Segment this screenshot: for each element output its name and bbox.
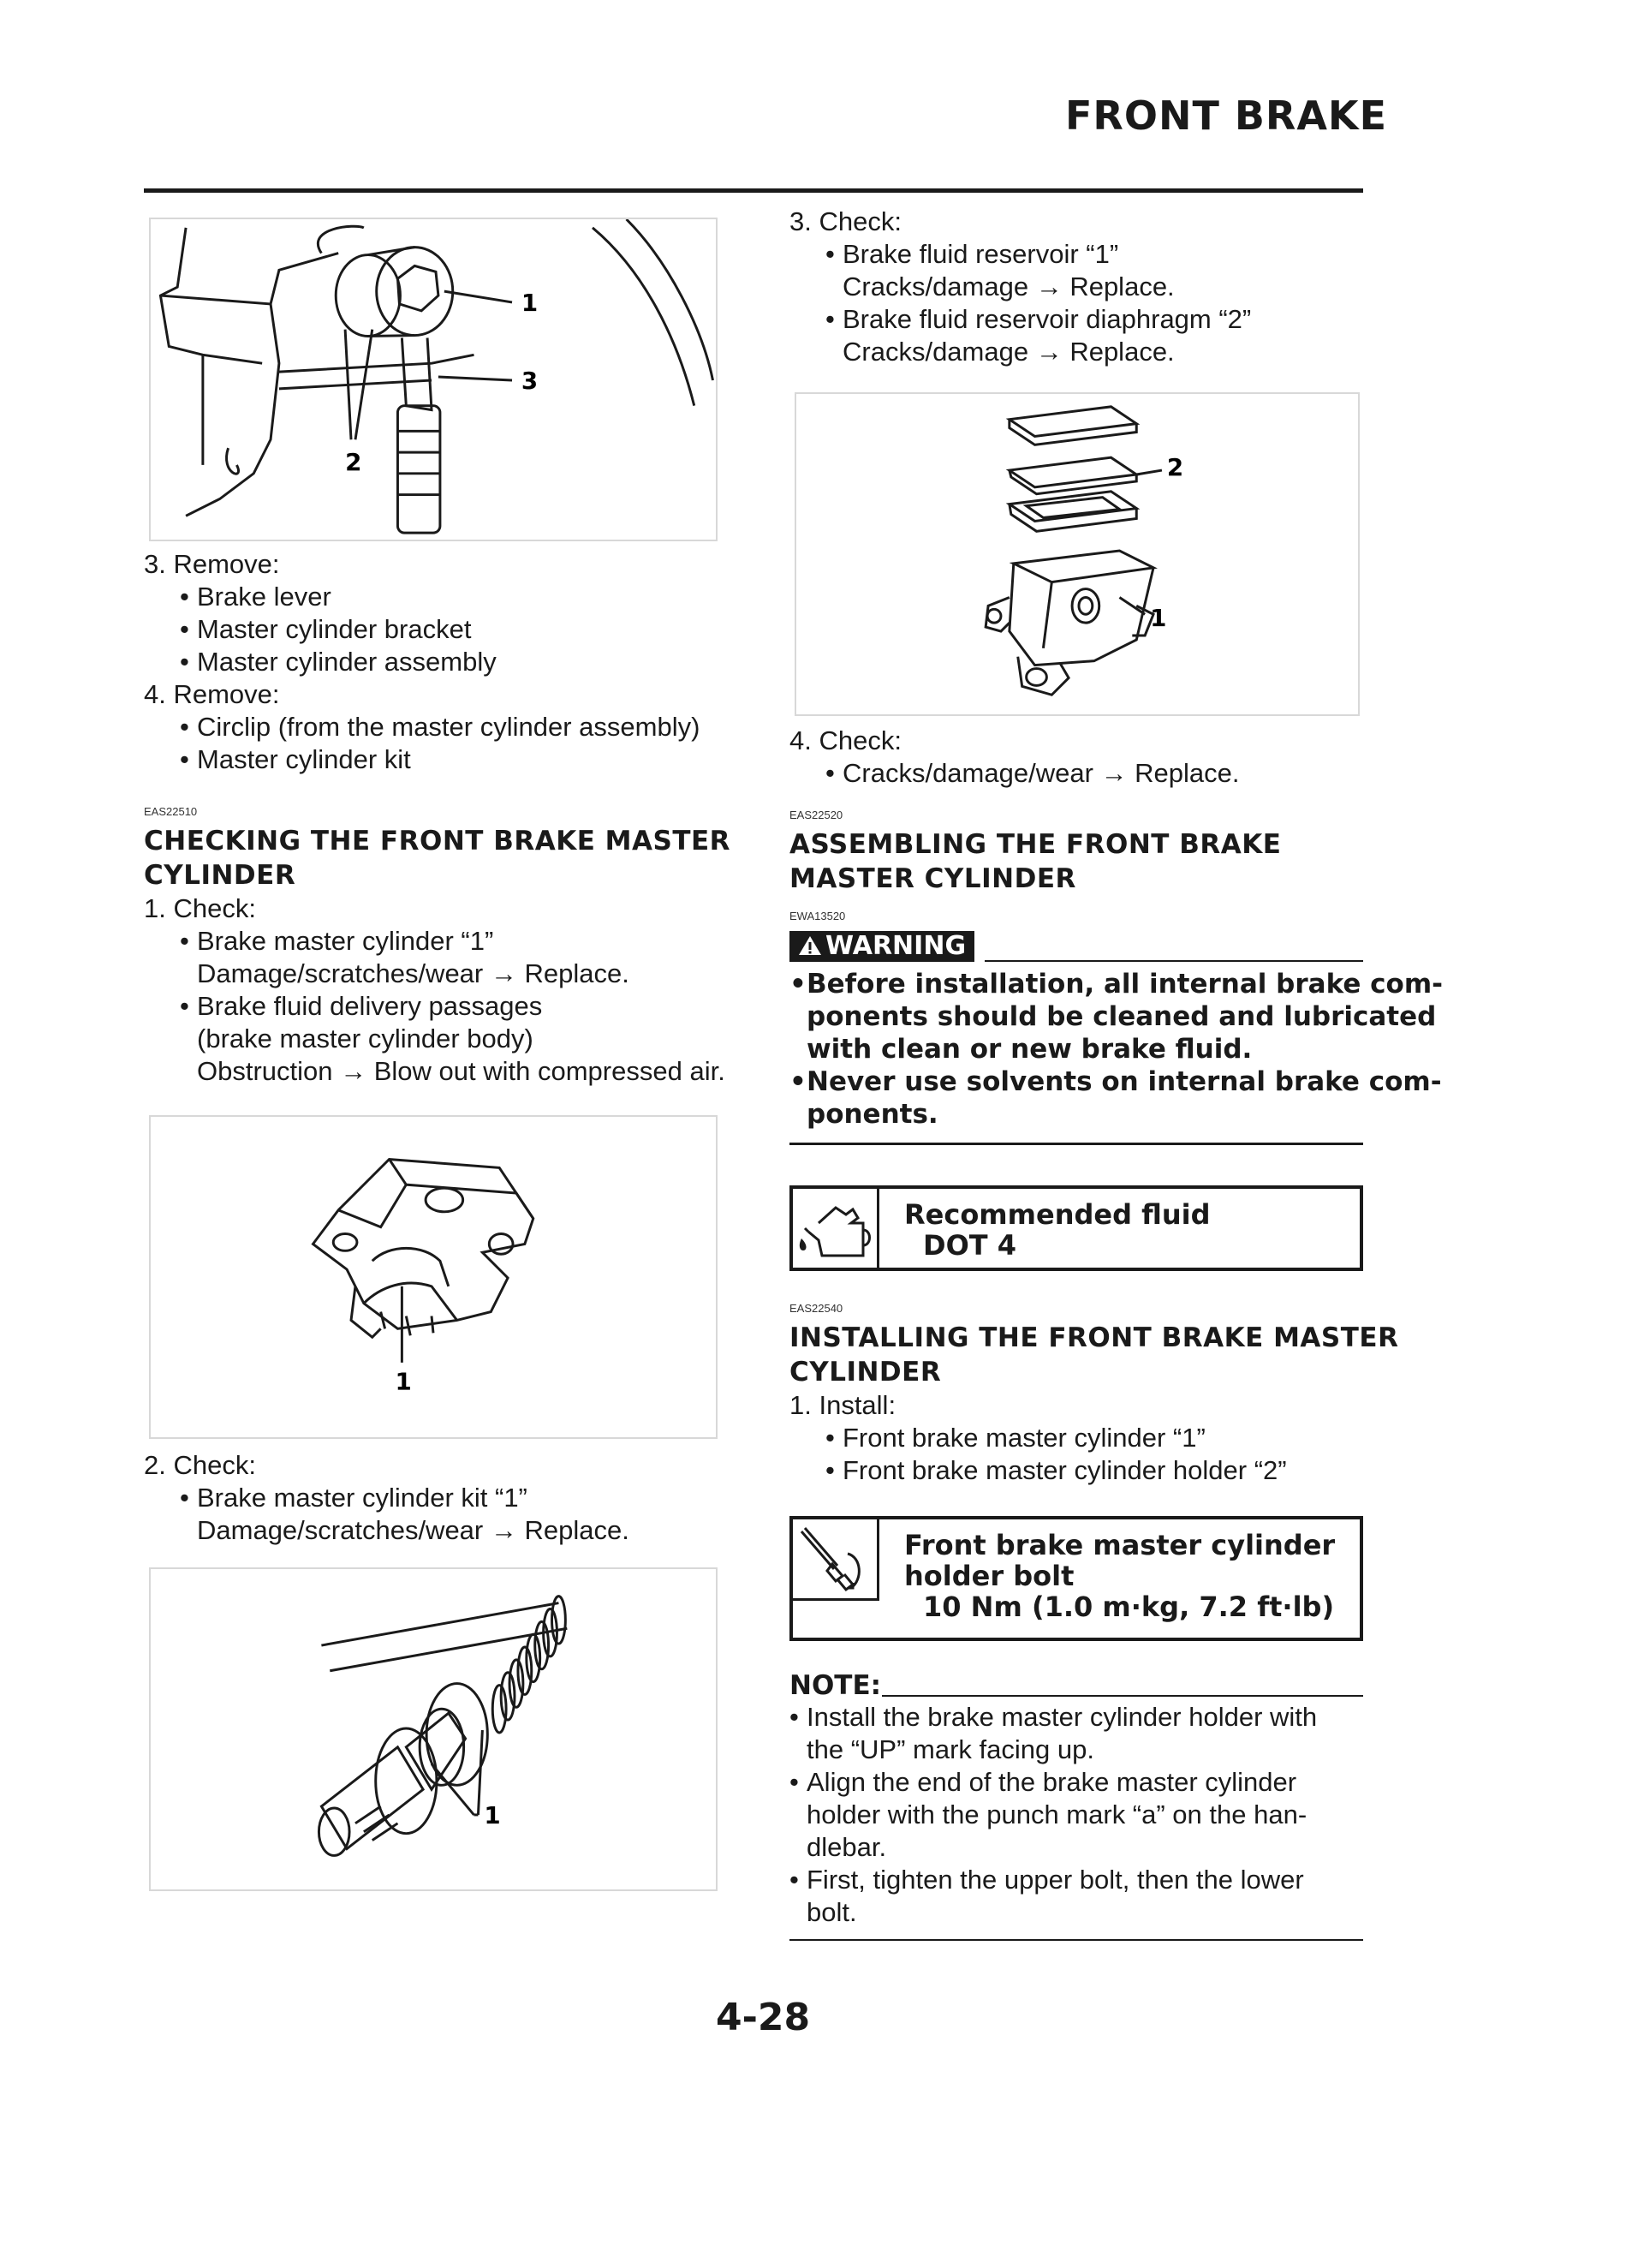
step-label: 1. Install:: [789, 1390, 896, 1420]
list-item: • Brake fluid delivery passages: [180, 991, 543, 1021]
note-end-rule: [789, 1939, 1363, 1941]
note-item: • Align the end of the brake master cylinder: [789, 1767, 1297, 1797]
torque-wrench-icon: [793, 1519, 879, 1601]
brake-hose-bolt-illustration: [151, 219, 716, 540]
remove-step-3: [144, 548, 700, 776]
list-item: • Brake lever: [180, 582, 331, 612]
list-item-sub: Damage/scratches/wear → Replace.: [197, 958, 629, 988]
warning-triangle-icon: [798, 931, 822, 962]
figure-label-3: 3: [521, 366, 539, 395]
list-item: • Circlip (from the master cylinder assembly): [180, 712, 700, 742]
section-title-installing: INSTALLING THE FRONT BRAKE MASTER CYLINDER: [789, 1322, 1399, 1388]
figure-label-1: 1: [521, 288, 539, 317]
torque-value: 10 Nm (1.0 m·kg, 7.2 ft·lb): [923, 1591, 1335, 1623]
oil-can-icon: [793, 1189, 879, 1268]
step-label: 4. Remove:: [144, 679, 280, 709]
fluid-reservoir-illustration: [796, 394, 1358, 714]
list-item: • Master cylinder assembly: [180, 647, 497, 677]
torque-spec-box: [789, 1516, 1363, 1641]
section-code: EAS22520: [789, 809, 843, 821]
section-code: EAS22540: [789, 1302, 843, 1315]
note-list: [789, 1701, 1317, 1929]
warning-item: • Before installation, all internal brake com- ponents should be cleaned and lubricated with clean or new brake fluid. • Never use solvents on internal brake com- ponents.: [789, 969, 1444, 1130]
page-number: 4-28: [716, 1996, 811, 2039]
fluid-title: Recommended fluid: [904, 1198, 1211, 1231]
step-label: 2. Check:: [144, 1450, 256, 1480]
section-title-assembling: ASSEMBLING THE FRONT BRAKE MASTER CYLINDER: [789, 829, 1282, 894]
list-item: • Front brake master cylinder holder “2”: [825, 1455, 1287, 1485]
fluid-value: DOT 4: [923, 1229, 1016, 1262]
list-item-sub: Cracks/damage → Replace.: [843, 272, 1175, 301]
warning-end-rule: [789, 1143, 1363, 1145]
figure-master-cylinder-kit: [149, 1567, 718, 1891]
list-item-sub: Obstruction → Blow out with compressed air.: [197, 1056, 725, 1086]
list-item: • Master cylinder bracket: [180, 614, 472, 644]
section-code: EAS22510: [144, 805, 198, 818]
figure-brake-hose-bolt: [149, 218, 718, 541]
figure-label-2: 2: [1166, 452, 1184, 481]
torque-title-line1: Front brake master cylinder: [904, 1529, 1336, 1561]
note-title: NOTE:: [789, 1670, 882, 1701]
installing-steps: [789, 1389, 1287, 1487]
list-item-sub: Cracks/damage → Replace.: [843, 337, 1175, 367]
step-label: 1. Check:: [144, 893, 256, 923]
check-step-3: [789, 206, 1251, 368]
note-item-cont: holder with the punch mark “a” on the han-: [807, 1799, 1307, 1829]
checking-steps: [144, 892, 725, 1088]
master-cylinder-kit-illustration: [151, 1569, 716, 1889]
torque-title-line2: holder bolt: [904, 1560, 1075, 1592]
warning-label: WARNING: [789, 931, 974, 962]
list-item: • Master cylinder kit: [180, 744, 411, 774]
check-step-2: [144, 1449, 629, 1547]
list-item: • Brake fluid reservoir “1”: [825, 239, 1119, 269]
note-item: • First, tighten the upper bolt, then the lower: [789, 1865, 1304, 1895]
figure-label-1: 1: [484, 1800, 501, 1829]
step-label: 3. Check:: [789, 206, 902, 236]
step-label: 3. Remove:: [144, 549, 280, 579]
check-step-4: [789, 725, 1239, 790]
figure-label-1: 1: [1150, 604, 1167, 633]
page-title: FRONT BRAKE: [1065, 93, 1387, 139]
figure-fluid-reservoir: [795, 392, 1360, 716]
recommended-fluid-box: [789, 1185, 1363, 1271]
list-item-sub: Damage/scratches/wear → Replace.: [197, 1515, 629, 1545]
list-item: • Brake master cylinder kit “1”: [180, 1483, 527, 1513]
list-item: • Brake master cylinder “1”: [180, 926, 494, 956]
header-rule: [144, 188, 1363, 193]
note-item-cont: dlebar.: [807, 1832, 887, 1862]
figure-master-cylinder-body: [149, 1115, 718, 1439]
list-item: • Cracks/damage/wear → Replace.: [825, 758, 1240, 788]
figure-label-1: 1: [395, 1367, 412, 1396]
note-item-cont: bolt.: [807, 1897, 857, 1927]
warning-code: EWA13520: [789, 910, 846, 922]
note-item: • Install the brake master cylinder holder with: [789, 1702, 1318, 1732]
master-cylinder-body-illustration: [151, 1117, 716, 1437]
list-item: • Brake fluid reservoir diaphragm “2”: [825, 304, 1252, 334]
note-item-cont: the “UP” mark facing up.: [807, 1734, 1094, 1764]
list-item-sub: (brake master cylinder body): [197, 1024, 533, 1053]
step-label: 4. Check:: [789, 725, 902, 755]
warning-rule: [985, 960, 1363, 962]
note-title-rule: [882, 1695, 1363, 1697]
section-title-checking: CHECKING THE FRONT BRAKE MASTER CYLINDER: [144, 826, 731, 891]
figure-label-2: 2: [345, 447, 362, 476]
list-item: • Front brake master cylinder “1”: [825, 1423, 1206, 1453]
